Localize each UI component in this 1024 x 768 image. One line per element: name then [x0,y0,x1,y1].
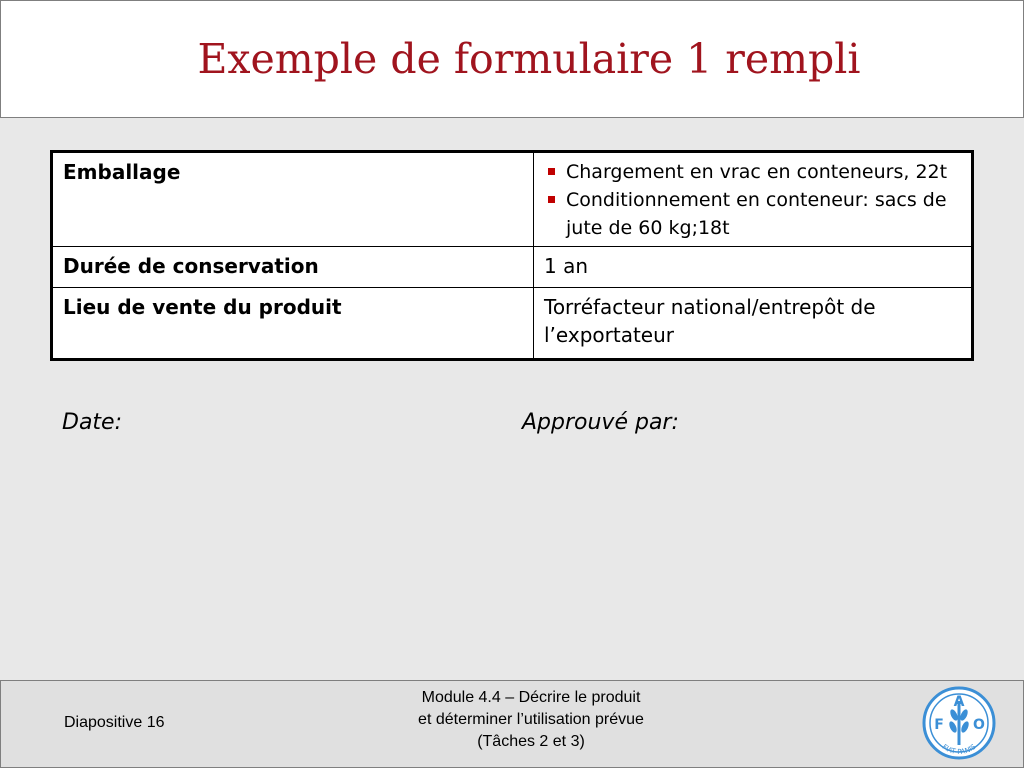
slide-number: Diapositive 16 [64,714,165,731]
list-item [544,158,962,186]
square-bullet-icon [548,196,555,203]
row-label-duree: Durée de conservation [52,247,534,288]
row-value-duree: 1 an [534,247,973,288]
slide-title: Exemple de formulaire 1 rempli [197,35,861,83]
emballage-list [544,158,962,242]
table-row [52,288,973,360]
logo-letter: F [934,717,944,733]
module-caption-line: et déterminer l’utilisation prévue [418,711,644,728]
list-item-text: Chargement en vrac en conteneurs, 22t [566,161,948,183]
row-label-lieu: Lieu de vente du produit [52,288,534,360]
date-label: Date: [62,410,122,435]
product-form-table [50,150,974,361]
row-label-emballage: Emballage [52,152,534,247]
logo-letter: A [953,694,965,710]
row-value-lieu: Torréfacteur national/entrepôt de l’exportateur [534,288,973,360]
logo-letter: O [973,717,985,733]
module-caption-line: (Tâches 2 et 3) [477,733,585,750]
table-row [52,247,973,288]
list-item [544,186,962,242]
row-value-emballage [534,152,973,247]
title-bar [0,0,1024,118]
fao-logo-icon [921,685,997,761]
approved-by-label: Approuvé par: [522,410,679,435]
list-item-text: Conditionnement en conteneur: sacs de jute de 60 kg;18t [566,189,947,239]
footer-bar [0,680,1024,768]
logo-motto: FIAT PANIS [940,742,978,757]
module-caption-line: Module 4.4 – Décrire le produit [421,689,641,706]
square-bullet-icon [548,168,555,175]
table-row [52,152,973,247]
module-caption [331,687,731,753]
